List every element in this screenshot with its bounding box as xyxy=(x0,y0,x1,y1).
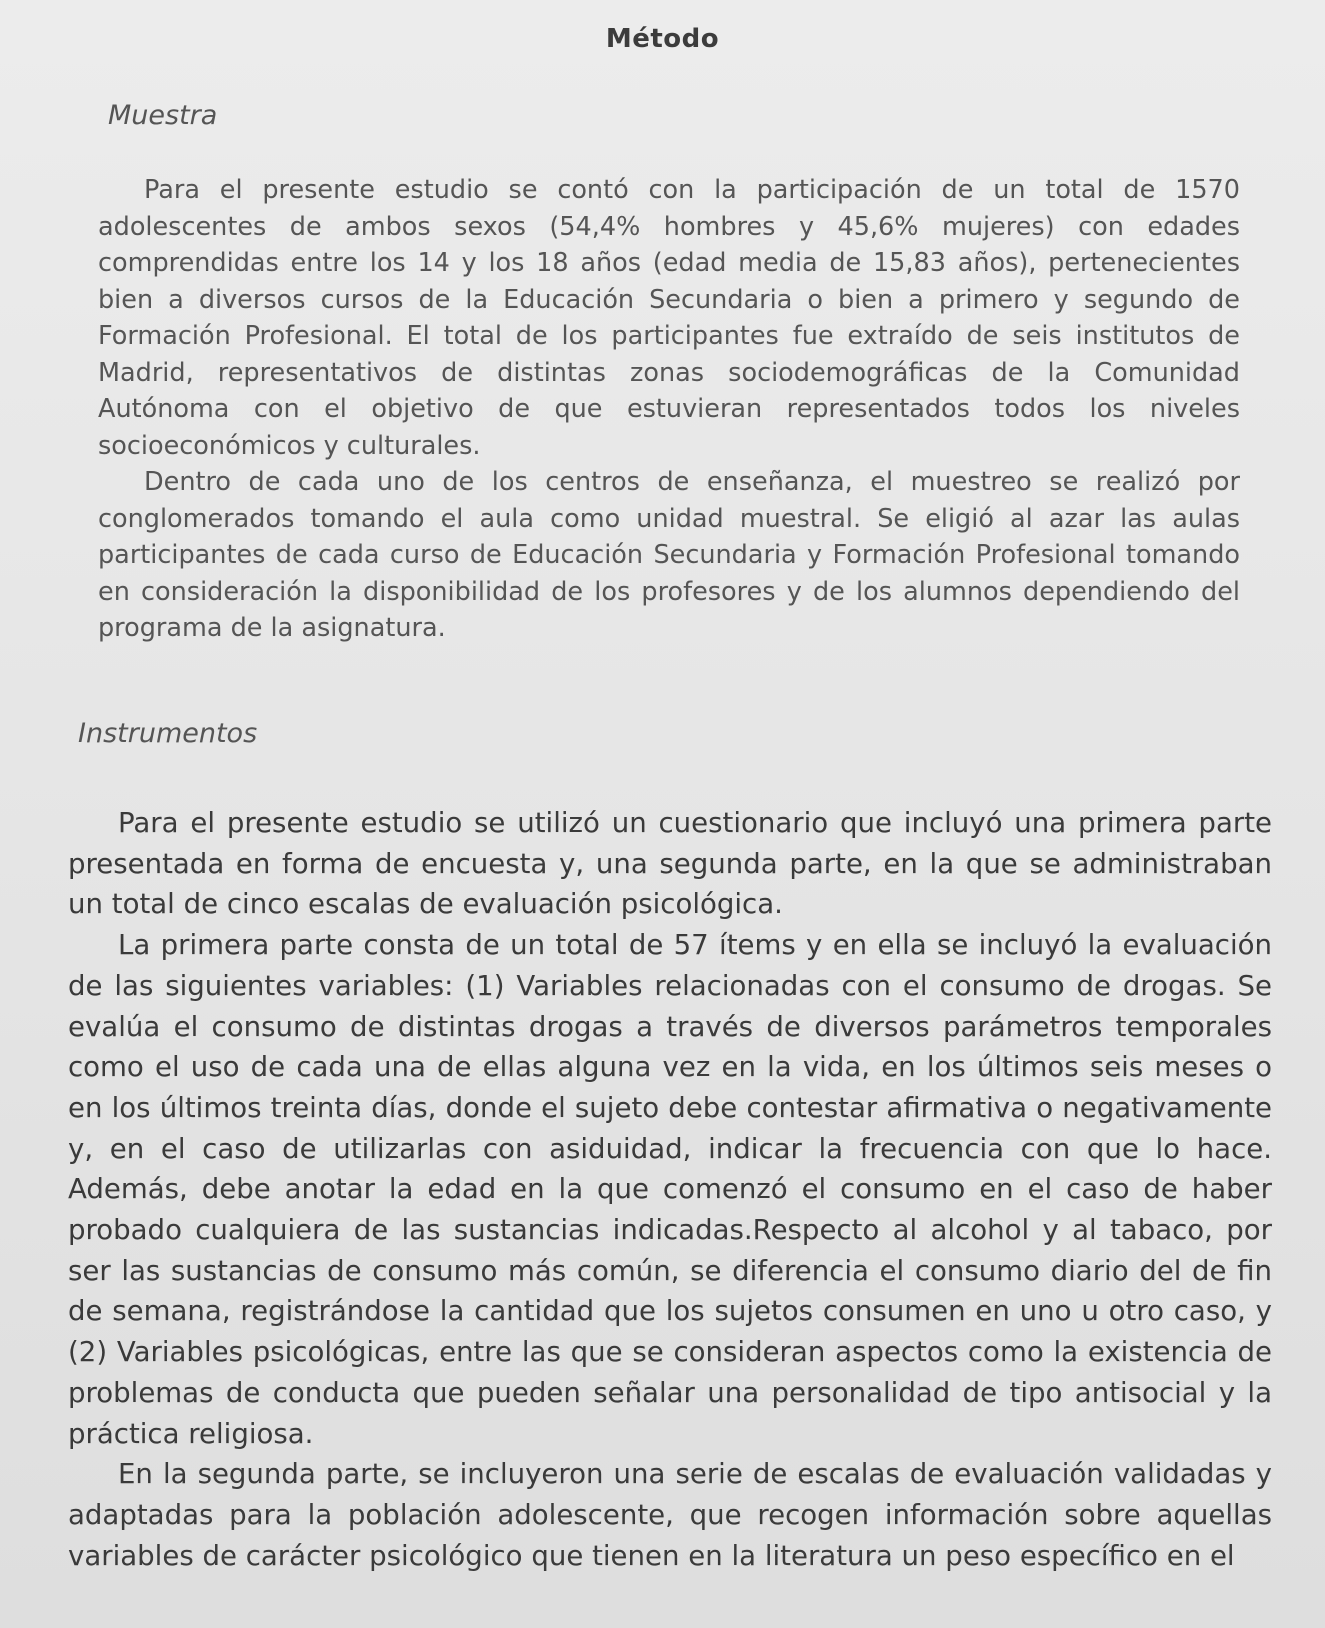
paragraph: En la segunda parte, se incluyeron una serie de escalas de evaluación validadas y adaptadas para la población adolescente, que recogen información sobre aquellas variables de carácter psicológico que tienen en la literatura un peso específico en el xyxy=(68,1457,1272,1572)
paragraph: Dentro de cada uno de los centros de enseñanza, el muestreo se realizó por conglomerados tomando el aula como unidad muestral. Se eligió al azar las aulas participantes de cada curso de Educación Secundaria y Formación Profesional tomando en consideración la disponibilidad de los profesores y de los alumnos dependiendo del programa de la asignatura. xyxy=(98,467,1240,643)
section-body-muestra xyxy=(98,172,1240,647)
page-title: Método xyxy=(605,24,720,54)
section-heading-muestra: Muestra xyxy=(108,100,218,131)
paragraph: Para el presente estudio se contó con la participación de un total de 1570 adolescentes de ambos sexos (54,4% hombres y 45,6% mujeres) con edades comprendidas entre los 14 y los 18 años (edad media de 15,83 años), pertenecientes bien a diversos cursos de la Educación Secundaria o bien a primero y segundo de Formación Profesional. El total de los participantes fue extraído de seis institutos de Madrid, representativos de distintas zonas sociodemográficas de la Comunidad Autónoma con el objetivo de que estuvieran representados todos los niveles socioeconómicos y culturales. xyxy=(98,175,1240,461)
paragraph: Para el presente estudio se utilizó un cuestionario que incluyó una primera parte presentada en forma de encuesta y, una segunda parte, en la que se administraban un total de cinco escalas de evaluación psicológica. xyxy=(68,806,1272,921)
section-heading-instrumentos: Instrumentos xyxy=(78,718,258,749)
paragraph: La primera parte consta de un total de 57 ítems y en ella se incluyó la evaluación de las siguientes variables: (1) Variables relacionadas con el consumo de drogas. Se evalúa el consumo de distintas drogas a través de diversos parámetros temporales como el uso de cada una de ellas alguna vez en la vida, en los últimos seis meses o en los últimos treinta días, donde el sujeto debe contestar afirmativa o negativamente y, en el caso de utilizarlas con asiduidad, indicar la frecuencia con que lo hace. Además, debe anotar la edad en la que comenzó el consumo en el caso de haber probado cualquiera de las sustancias indicadas.Respecto al alcohol y al tabaco, por ser las sustancias de consumo más común, se diferencia el consumo diario del de fin de semana, registrándose la cantidad que los sujetos consumen en uno u otro caso, y (2) Variables psicológicas, entre las que se consideran aspectos como la existencia de problemas de conducta que pueden señalar una personalidad de tipo antisocial y la práctica religiosa. xyxy=(68,928,1272,1450)
section-body-instrumentos xyxy=(68,803,1272,1576)
